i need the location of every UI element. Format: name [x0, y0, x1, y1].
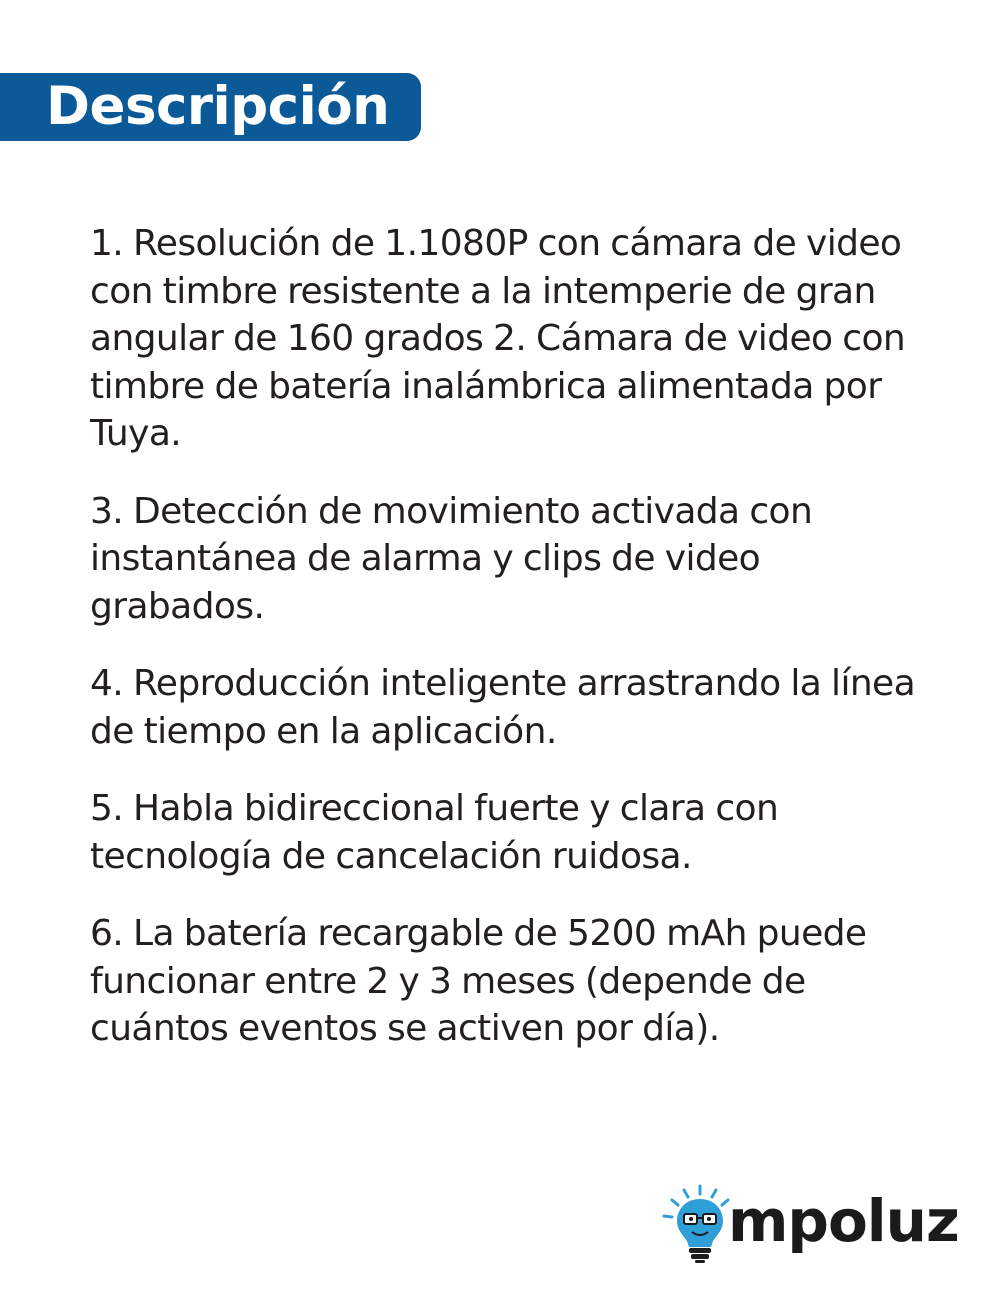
- description-item-1: 1. Resolución de 1.1080P con cámara de video con timbre resistente a la intemperie de gran angular de 160 grados 2. Cámara de video con timbre de batería inalámbrica alimentada por Tuya.: [90, 223, 906, 454]
- description-content: [90, 220, 920, 1083]
- title-banner: [0, 73, 421, 141]
- brand-wordmark: mpoluz: [728, 1187, 959, 1255]
- description-item-6: 6. La batería recargable de 5200 mAh puede funcionar entre 2 y 3 meses (depende de cuántos eventos se activen por día).: [90, 913, 867, 1049]
- description-item-4: 4. Reproducción inteligente arrastrando la línea de tiempo en la aplicación.: [90, 663, 916, 752]
- description-item-5: 5. Habla bidireccional fuerte y clara con tecnología de cancelación ruidosa.: [90, 788, 779, 877]
- page-title: Descripción: [46, 76, 390, 137]
- description-item-3: 3. Detección de movimiento activada con instantánea de alarma y clips de video grabados.: [90, 490, 813, 627]
- brand-logo: [660, 1184, 959, 1264]
